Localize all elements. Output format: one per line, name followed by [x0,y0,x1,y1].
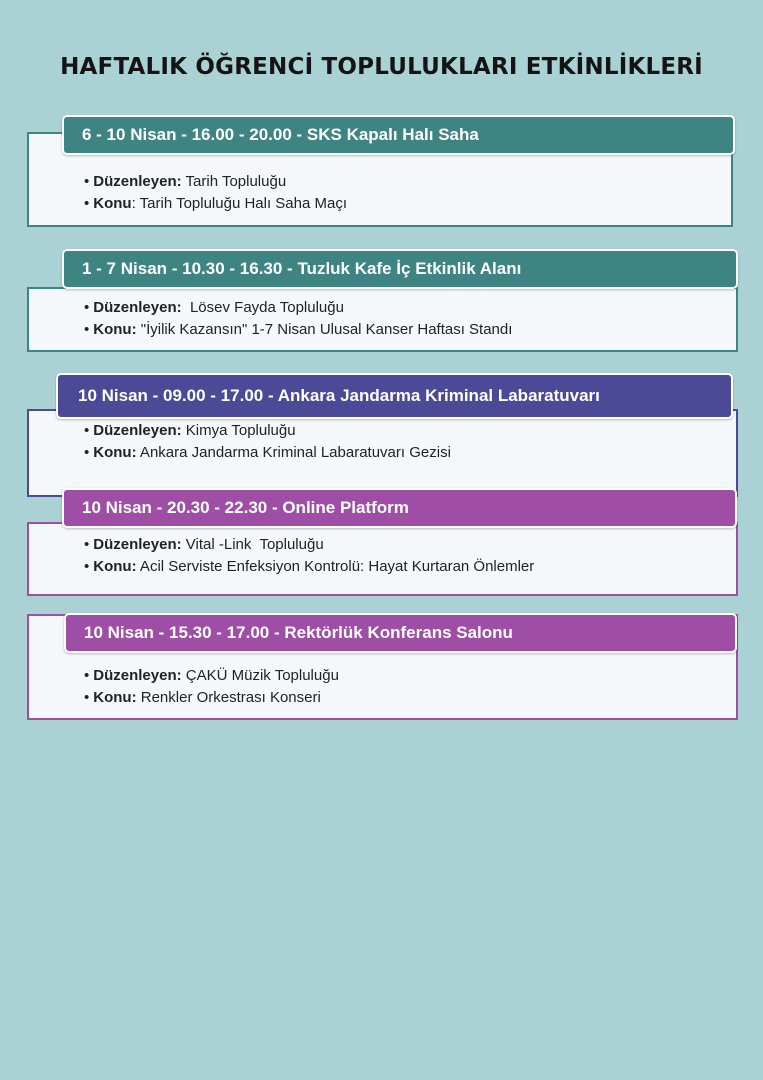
topic-label: Konu: [93,689,137,706]
organizer-label: Düzenleyen: [93,667,182,684]
page-title: HAFTALIK ÖĞRENCİ TOPLULUKLARI ETKİNLİKLERİ [60,54,703,80]
organizer-label: Düzenleyen: [93,422,182,439]
event-details-1 [84,171,347,215]
topic-label: Konu [93,195,132,212]
organizer-value: Kimya Topluluğu [181,422,296,439]
organizer-label: Düzenleyen: [93,536,182,553]
topic-value: Renkler Orkestrası Konseri [136,689,321,706]
organizer-row [84,171,347,193]
organizer-row [84,420,451,442]
event-details-2 [84,297,512,341]
event-details-4 [84,534,534,578]
topic-label: Konu: [93,558,137,575]
topic-label: Konu: [93,321,137,338]
organizer-row [84,534,534,556]
topic-row [84,193,347,215]
organizer-row [84,297,512,319]
topic-value: Acil Serviste Enfeksiyon Kontrolü: Hayat Kurtaran Önlemler [136,558,535,575]
topic-label: Konu: [93,444,137,461]
topic-value: Ankara Jandarma Kriminal Labaratuvarı Gezisi [136,444,451,461]
event-header-2: 1 - 7 Nisan - 10.30 - 16.30 - Tuzluk Kafe İç Etkinlik Alanı [62,249,738,289]
organizer-row [84,665,339,687]
organizer-value: Vital -Link Topluluğu [181,536,324,553]
organizer-value: Lösev Fayda Topluluğu [181,299,344,316]
event-header-3: 10 Nisan - 09.00 - 17.00 - Ankara Jandarma Kriminal Labaratuvarı [56,373,733,419]
topic-row [84,442,451,464]
organizer-label: Düzenleyen: [93,299,182,316]
organizer-value: Tarih Topluluğu [185,173,287,190]
topic-row [84,319,512,341]
event-header-4: 10 Nisan - 20.30 - 22.30 - Online Platform [62,488,737,528]
event-header-5: 10 Nisan - 15.30 - 17.00 - Rektörlük Konferans Salonu [64,613,737,653]
event-details-3 [84,420,451,464]
topic-row [84,556,534,578]
event-header-1: 6 - 10 Nisan - 16.00 - 20.00 - SKS Kapalı Halı Saha [62,115,735,155]
organizer-value: ÇAKÜ Müzik Topluluğu [181,667,339,684]
topic-value: : Tarih Topluluğu Halı Saha Maçı [131,195,347,212]
event-details-5 [84,665,339,709]
organizer-label: Düzenleyen: [93,173,182,190]
topic-value: "İyilik Kazansın" 1-7 Nisan Ulusal Kanser Haftası Standı [136,321,513,338]
topic-row [84,687,339,709]
